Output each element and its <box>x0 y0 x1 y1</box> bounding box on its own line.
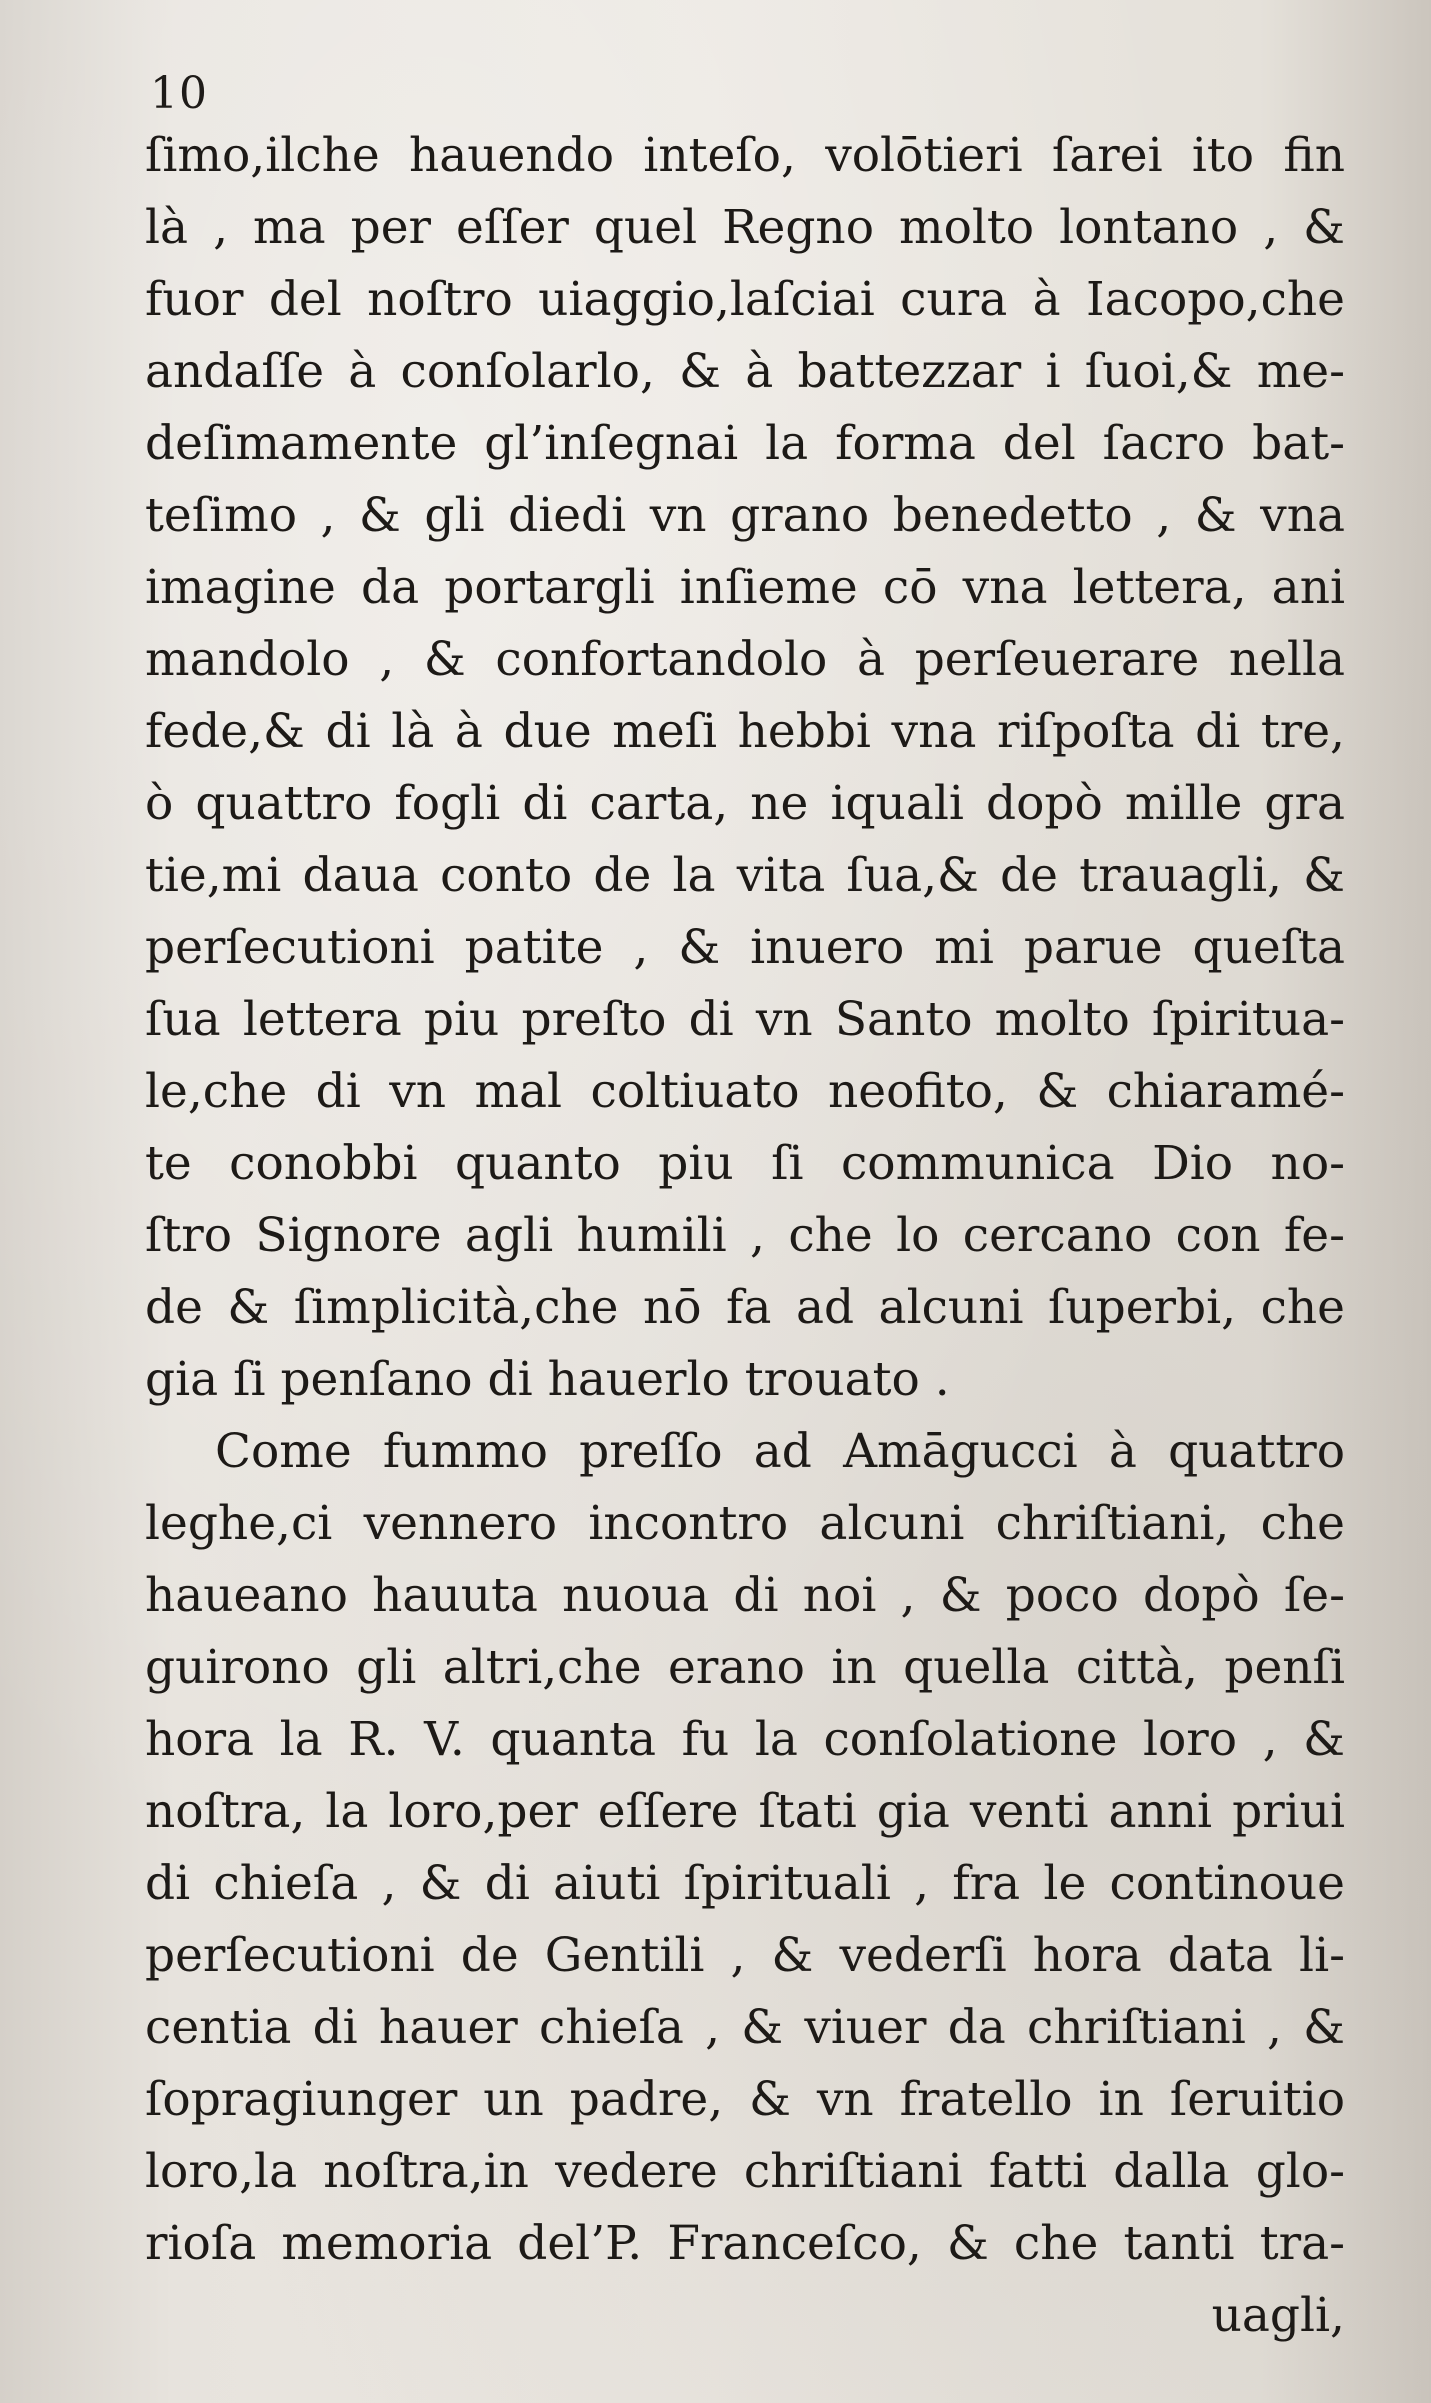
text-line: haueano hauuta nuoua di noi , & poco dopò ſe- <box>145 1568 1345 1623</box>
text-line: ſua lettera piu preſto di vn Santo molto ſpiritua- <box>145 992 1345 1047</box>
text-line: deſimamente gl’inſegnai la forma del ſacro bat- <box>145 416 1345 471</box>
text-line: fuor del noſtro uiaggio,laſciai cura à Iacopo,che <box>145 272 1345 327</box>
text-line: ſtro Signore agli humili , che lo cercano con fe- <box>145 1208 1345 1263</box>
text-line: teſimo , & gli diedi vn grano benedetto , & vna <box>145 488 1345 543</box>
text-line: ò quattro fogli di carta, ne iquali dopò mille gra <box>145 776 1345 831</box>
text-line: andaſſe à conſolarlo, & à battezzar i ſuoi,& me- <box>145 344 1345 399</box>
page-text <box>145 120 1345 2352</box>
text-line: perſecutioni de Gentili , & vederſi hora data li- <box>145 1928 1345 1983</box>
text-line: tie,mi daua conto de la vita ſua,& de trauagli, & <box>145 848 1345 903</box>
text-line: de & ſimplicità,che nō fa ad alcuni ſuperbi, che <box>145 1280 1345 1335</box>
text-line: loro,la noſtra,in vedere chriſtiani fatti dalla glo- <box>145 2144 1345 2199</box>
text-line: gia ſi penſano di hauerlo trouato . <box>145 1352 950 1407</box>
text-line: perſecutioni patite , & inuero mi parue queſta <box>145 920 1345 975</box>
page-number: 10 <box>150 68 208 119</box>
text-line: Come fummo preſſo ad Amāgucci à quattro <box>215 1424 1345 1479</box>
text-line: rioſa memoria del’P. Franceſco, & che tanti tra- <box>145 2216 1345 2271</box>
text-line: fede,& di là à due meſi hebbi vna riſpoſta di tre, <box>145 704 1345 759</box>
text-line: noſtra, la loro,per eſſere ſtati gia venti anni priui <box>145 1784 1345 1839</box>
text-line: le,che di vn mal coltiuato neofito, & chiaramé- <box>145 1064 1345 1119</box>
text-line: imagine da portargli inſieme cō vna lettera, ani <box>145 560 1345 615</box>
text-line: hora la R. V. quanta fu la conſolatione loro , & <box>145 1712 1345 1767</box>
text-line: uagli, <box>1211 2288 1345 2343</box>
text-line: centia di hauer chieſa , & viuer da chriſtiani , & <box>145 2000 1345 2055</box>
text-line: là , ma per eſſer quel Regno molto lontano , & <box>145 200 1345 255</box>
text-line: ſopragiunger un padre, & vn fratello in ſeruitio <box>145 2072 1345 2127</box>
text-line: mandolo , & confortandolo à perſeuerare nella <box>145 632 1345 687</box>
text-line: te conobbi quanto piu ſi communica Dio no- <box>145 1136 1345 1191</box>
text-line: ſimo,ilche hauendo inteſo, volōtieri ſarei ito fin <box>145 128 1345 183</box>
text-line: guirono gli altri,che erano in quella città, penſi <box>145 1640 1345 1695</box>
text-line: di chieſa , & di aiuti ſpirituali , fra le continoue <box>145 1856 1345 1911</box>
text-line: leghe,ci vennero incontro alcuni chriſtiani, che <box>145 1496 1345 1551</box>
